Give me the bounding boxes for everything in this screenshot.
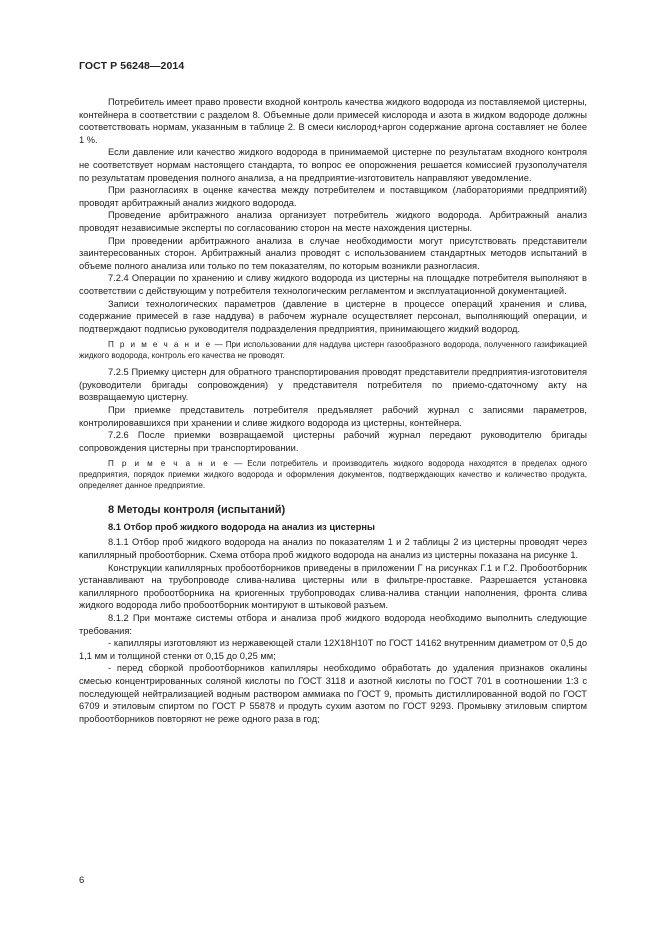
note [79, 339, 587, 361]
paragraph: При проведении арбитражного анализа в случае необходимости могут присутствовать представители заинтересованных сторон. Арбитражный анализ проводят с использованием стандартных методов испытаний в объеме полного анализа или только по тем показателям, по которым возникли разногласия. [79, 235, 587, 271]
paragraph: Если давление или качество жидкого водорода в принимаемой цистерне по результатам входного контроля не соответствует нормам настоящего стандарта, то вопрос ее опорожнения решается комиссией грузополучателя по результатам проведения полного анализа, а на предприятие-изготовитель направляют уведомление. [79, 147, 587, 183]
paragraph: При приемке представитель потребителя предъявляет рабочий журнал с записями параметров, контролировавшихся при хранении и сливе жидкого водорода из цистерны, контейнера. [79, 405, 587, 428]
paragraph: Записи технологических параметров (давление в цистерне в процессе операций хранения и слива, содержание примесей в газе наддува) в рабочем журнале осуществляет персонал, выполняющий операции, и подтверждают подписью руководителя подразделения предприятия, принимающего жидкий водород. [79, 298, 587, 334]
paragraph: Потребитель имеет право провести входной контроль качества жидкого водорода из поставляемой цистерны, контейнера в соответствии с разделом 8. Объемные доли примесей кислорода и азота в жидком водороде должны соответствовать нормам, указанным в таблице 2. В смеси кислород+аргон содержание аргона составляет не более 1 %. [79, 97, 587, 145]
note [79, 458, 587, 491]
section-heading: 8 Методы контроля (испытаний) [108, 504, 286, 517]
paragraph: 7.2.4 Операции по хранению и сливу жидкого водорода из цистерны на площадке потребителя выполняют в соответствии с действующим у потребителя технологическим регламентом и эксплуатационной документацией. [79, 273, 587, 296]
page-body [79, 96, 587, 725]
note-label: П р и м е ч а н и е [108, 459, 230, 469]
paragraph: При разногласиях в оценке качества между потребителем и поставщиком (лабораториями предприятий) проводят арбитражный анализ жидкого водорода. [79, 185, 587, 208]
document-header: ГОСТ Р 56248—2014 [79, 60, 185, 72]
subsection-heading: 8.1 Отбор проб жидкого водорода на анализ из цистерны [108, 522, 375, 533]
list-item: - капилляры изготовляют из нержавеющей стали 12Х18Н10Т по ГОСТ 14162 внутренним диаметром от 0,5 до 1,1 мм и толщиной стенки от 0,15 до 0,25 мм; [79, 638, 587, 661]
paragraph: 7.2.6 После приемки возвращаемой цистерны рабочий журнал передают руководителю бригады сопровождения цистерны при транспортировании. [79, 430, 587, 453]
list-item: - перед сборкой пробоотборников капилляры необходимо обработать до удаления признаков окалины смесью концентрированных соляной кислоты по ГОСТ 3118 и азотной кислоты по ГОСТ 701 в соотношении 1:3 с последующей нейтрализацией водным раствором аммиака по ГОСТ 9, промыть дистиллированной водой по ГОСТ 6709 и этиловым спиртом по ГОСТ Р 55878 и продуть сухим азотом по ГОСТ 9293. Промывку этиловым спиртом пробоотборников повторяют не реже одного раза в год; [79, 663, 587, 724]
paragraph: Конструкции капиллярных пробоотборников приведены в приложении Г на рисунках Г.1 и Г.2. Пробоотборник устанавливают на трубопроводе слива-налива цистерны или в фильтре-проставке. Разрешается установка капиллярного пробоотборника на криогенных трубопроводах слива-налива станции наполнения, фронта слива жидкого водорода либо пробоотборник монтируют в штыковой разъем. [79, 562, 587, 611]
note-text: — Если потребитель и производитель жидкого водорода находятся в пределах одного предприятия, порядок приемки жидкого водорода и оформления документов, подтверждающих качество и количество продукта, определяет данное предприятие. [79, 459, 587, 491]
paragraph: 7.2.5 Приемку цистерн для обратного транспортирования проводят представители предприятия-изготовителя (руководители бригады сопровождения) у представителя потребителя по приемо-сдаточному акту на возвращаемую цистерну. [79, 367, 587, 403]
note-text: — При использовании для наддува цистерн газообразного водорода, полученного газификацией жидкого водорода, контроль его качества не проводят. [79, 340, 587, 361]
note-label: П р и м е ч а н и е [108, 340, 212, 350]
paragraph: 8.1.1 Отбор проб жидкого водорода на анализ по показателям 1 и 2 таблицы 2 из цистерны проводят через капиллярный пробоотборник. Схема отбора проб жидкого водорода на анализ из цистерны показана на рисунке 1. [79, 537, 587, 561]
page-number: 6 [79, 875, 85, 886]
paragraph: Проведение арбитражного анализа организует потребитель жидкого водорода. Арбитражный анализ проводят независимые эксперты по согласованию сторон на месте нахождения цистерны. [79, 210, 587, 233]
paragraph: 8.1.2 При монтаже системы отбора и анализа проб жидкого водорода необходимо выполнить следующие требования: [79, 613, 587, 636]
